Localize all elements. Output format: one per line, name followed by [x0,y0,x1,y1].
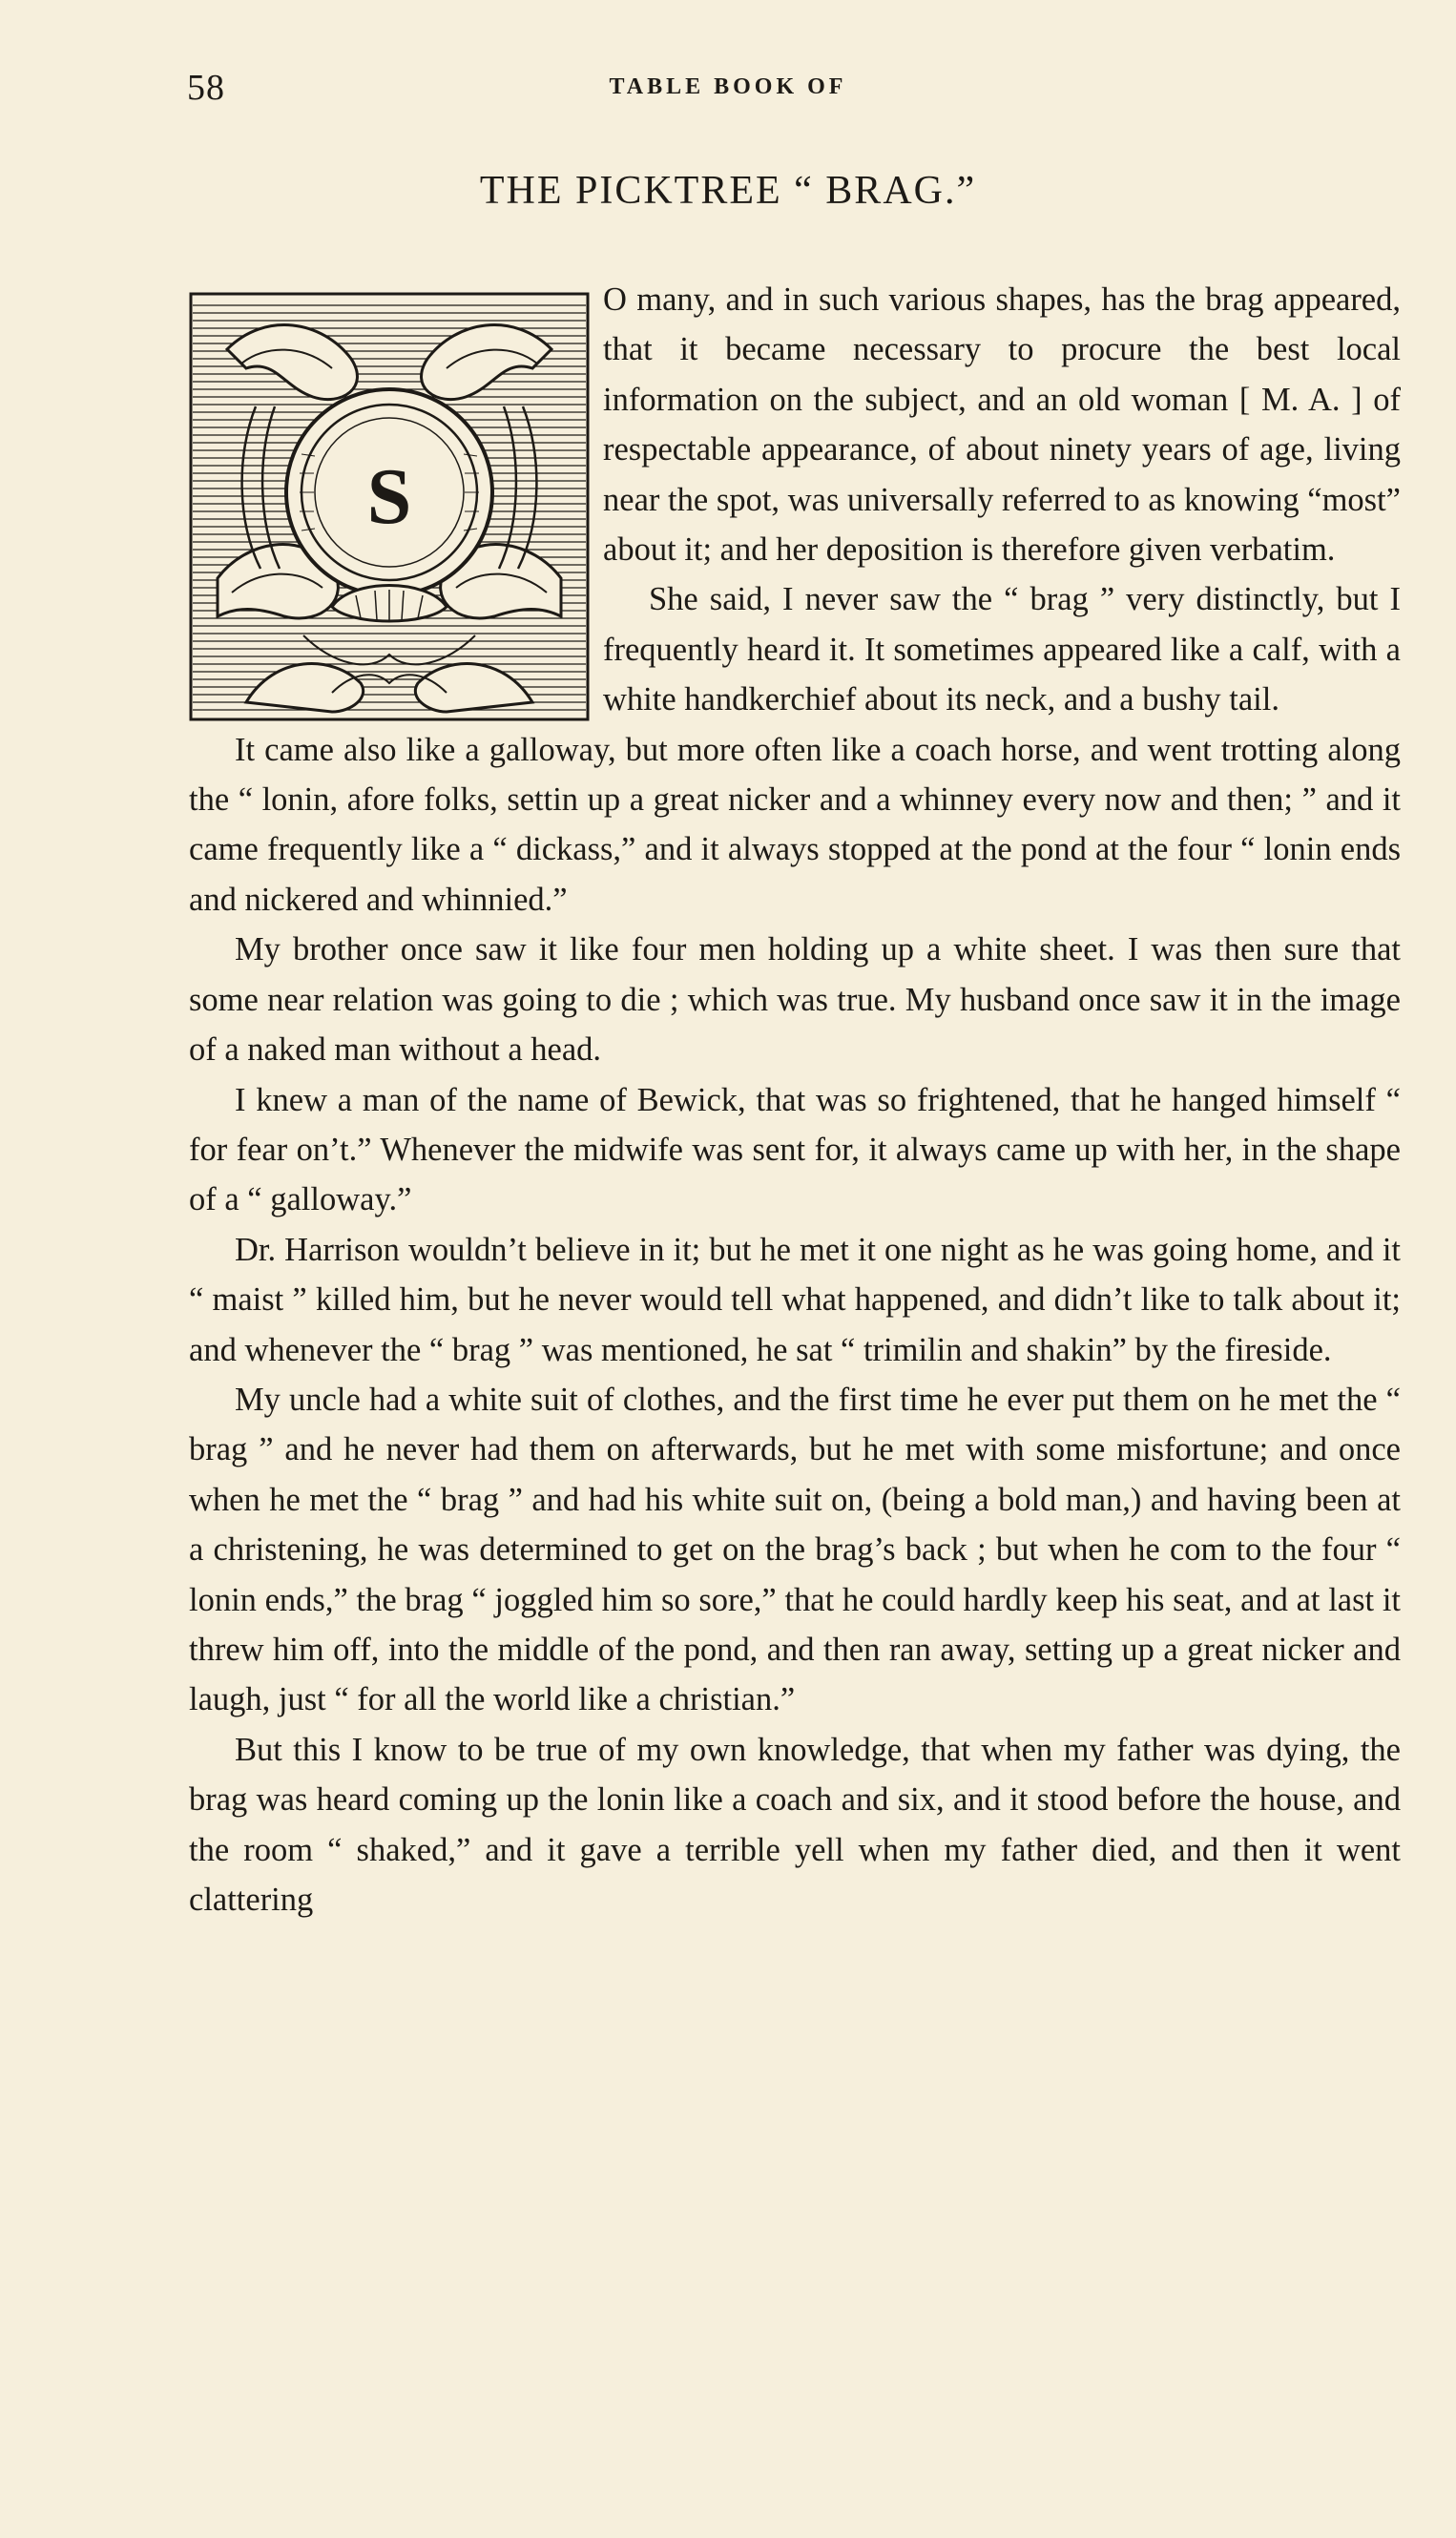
paragraph-6: Dr. Harrison wouldn’t believe in it; but he met it one night as he was going home, and it “ maist ” killed him, but he never would tell what happened, and didn’t like to talk about it; and whenever the “ brag ” was mentioned, he sat “ trimilin and shakin” by the fireside. [189,1231,1401,1368]
dropcap-letter: S [366,452,412,541]
paragraph-5: I knew a man of the name of Bewick, that was so frightened, that he hanged himself “ for fear on’t.” Whenever the midwife was sent for, it always came up with her, in the shape of a “ galloway.” [189,1081,1401,1218]
paragraph-2: She said, I never saw the “ brag ” very distinctly, but I frequently heard it. It sometimes appeared like a calf, with a white handkerchief about its neck, and a bushy tail. [603,581,1401,718]
paragraph-3: It came also like a galloway, but more often like a coach horse, and went trotting along the “ lonin, afore folks, settin up a great nicker and a whinney every now and then; ” and it came frequently like a “ dickass,” and it always stopped at the pond at the four “ lonin ends and nickered and whinnied.” [189,731,1401,918]
article-title: THE PICKTREE “ BRAG.” [479,169,977,213]
page-number: 58 [187,68,225,108]
paragraph-7: My uncle had a white suit of clothes, and the first time he ever put them on he met the “ brag ” and he never had them on afterwards, but he met with some misfortune; and once when he met the “ brag ” and had his white suit on, (being a bold man,) and having been at a christening, he was determined to get on the brag’s back ; but when he com to the four “ lonin ends,” the brag “ joggled him so sore,” that he could hardly keep his seat, and at last it threw him off, into the middle of the pond, and then ran away, setting up a great nicker and laugh, just “ for all the world like a christian.” [189,1381,1401,1718]
paragraph-4: My brother once saw it like four men holding up a white sheet. I was then sure that some near relation was going to die ; which was true. My husband once saw it in the image of a naked man without a head. [189,931,1401,1069]
ornamental-initial [189,292,590,721]
paragraph-1-text: O many, and in such various shapes, has the brag appeared, that it became necessary to procure the best local information on the subject, and an old woman [ M. A. ] of respectable appearance, of about ninety years of age, living near the spot, was universally referred to as knowing “most” about it; and her deposition is therefore given verbatim. [603,281,1401,569]
running-head: TABLE BOOK OF [609,74,847,99]
paragraph-8: But this I know to be true of my own knowledge, that when my father was dying, the brag was heard coming up the lonin like a coach and six, and it stood before the house, and the room “ shaked,” and it gave a terrible yell when my father died, and then it went clattering [189,1731,1401,1918]
paragraph-1 [189,275,1401,574]
article-body [189,275,1401,1924]
